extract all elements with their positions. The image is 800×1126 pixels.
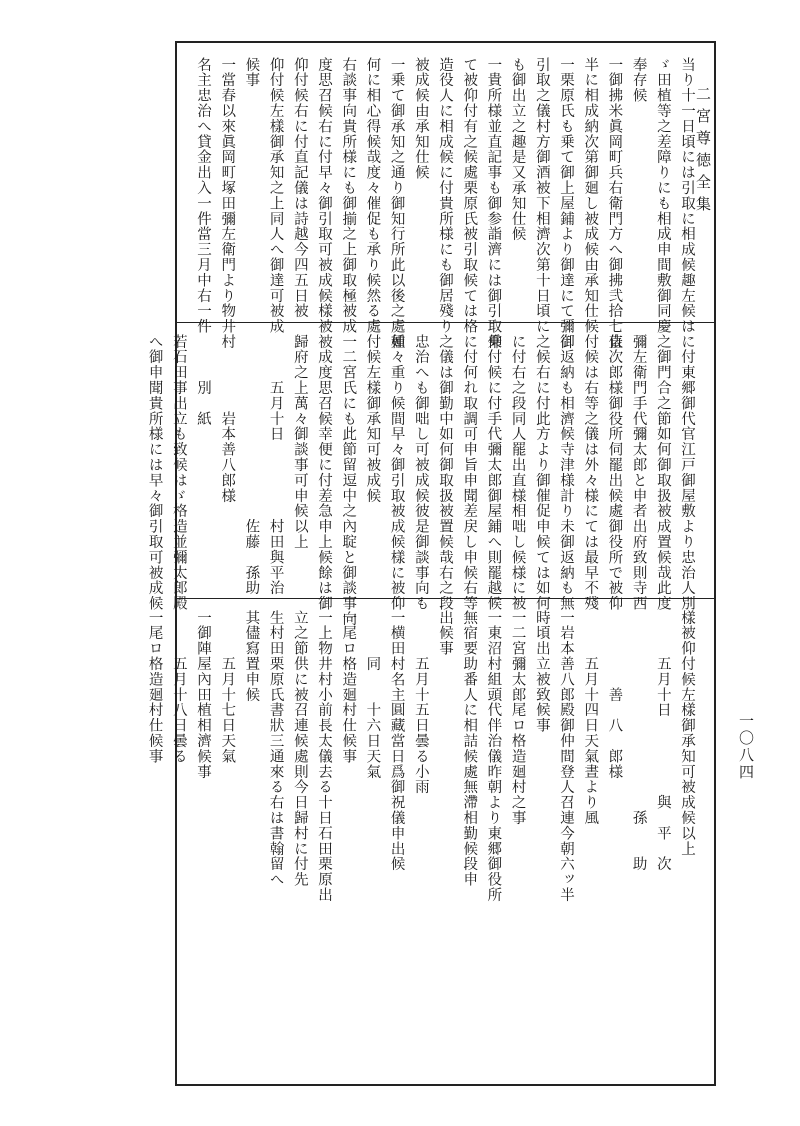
text-column: 岩本善八郎様 [219,334,236,504]
text-column: 五月十八日曇る [170,610,187,764]
text-column: に付東郷御代官江戸御屋敷より忠治人別 [679,334,695,612]
text-column: 一二宮氏にも此節留逗中之內聢と御談事向 [340,334,357,627]
text-column: 被成度思召候幸便に付差急申上候餘は御 [316,334,332,612]
text-column: 仰付候に付手代彌太郎御屋鋪へ則罷越候 [485,334,502,612]
text-column: 候事 [243,57,260,88]
text-column: 時頃出立被致候事 [533,610,550,734]
text-column: 度思召候右に付早々御引取可被成候樣被 [316,57,332,335]
text-column: 名主忠治へ貸金出入一件當三月中右一件 [195,57,211,335]
text-column: 忠治へも御咄し可被成候彼是御談事向も [412,334,429,612]
text-column: 一二宮彌太郎尾ロ格造廻村之事 [509,610,526,826]
text-column: 五月十五日曇る小雨 [412,610,429,795]
text-column: 奉存候 [630,57,647,104]
text-column: 別 紙 [195,334,211,427]
text-column: 一上物井村小前長太儀去る十日石田栗原出 [316,610,332,903]
text-column: も御出立之趣是又承知仕候 [509,57,526,242]
text-column: 一御陣屋內田植相濟候事 [195,610,211,780]
text-column: 御返納も相濟候寺津様計り未御返納も無 [558,334,574,612]
text-column: 一横田村名主圓藏當日爲御祝儀申出候 [388,610,405,872]
text-column: 一當春以來眞岡町塚田彌左衛門より物井村 [219,57,236,350]
text-column: 立之節供に被召連候處則今日歸村に付先 [291,610,308,888]
text-column: 一乗て御承知之通り御知行所此以後之處如 [388,57,405,350]
text-column: 出候事 [437,610,453,657]
text-column: へ御申聞貴所様には早々御引取可被成候 [146,334,163,612]
text-column: 一貴所様並直記事も御参詣濟には御引取乗 [485,57,502,350]
text-column: 孫 助 [630,610,647,872]
text-column: 何に相心得候哉度々催促も承り候然る處 [364,57,381,335]
text-column: に付右之段同人罷出直様相咄し候様に被 [509,334,526,612]
text-frame [146,41,716,1086]
text-column: 生村田栗原氏書狀三通來る右は書翰留へ [267,610,284,888]
text-column: 五月十日 村田與平治 [267,334,284,596]
text-column: 之御門合之節如何御取扱被成置候哉此度 [654,334,671,612]
text-column: 樣被仰付候左樣御承知可被成候以上 [679,610,695,857]
text-column: 一尾ロ格造廻村仕候事 [146,610,163,764]
text-column: 付候は右等之儀は外々様にては最早不殘 [582,334,599,612]
text-column: て被仰付有之候處栗原氏被引取候ては格 [461,57,478,335]
text-column: 仰付候左樣御承知之上同人へ御達可被成 [267,57,284,335]
text-column: 一東沼村組頭代伴治儀昨朝より東郷御役所 [485,610,502,903]
text-column: 彌左衛門手代彌太郎と申者出府致則寺西 [630,334,647,612]
text-column: 一御拂米眞岡町兵右衛門方へ御拂弐拾七俵 [606,57,623,350]
text-column: 善 八 郎様 [606,610,623,780]
text-column: 被成候由承知仕候 [412,57,429,181]
text-column: 引取之儀村方御酒被下相濟次第十日頃に [533,57,550,335]
text-column: 種々重り候間早々御引取被成候樣に被仰 [388,334,405,612]
text-column: 歸府之上萬々御談事可申候以上 [291,334,308,550]
text-column: 其儘寫置申候 [243,610,260,703]
text-column: 五月十日 與 平 次 [654,610,671,872]
text-column: 之候右に付此方より御催促申候ては如何 [533,334,550,612]
text-column: 無宿要助番人に相詰候處無滯相勤候段申 [461,610,478,888]
text-column: 若石田事出立も致候はゞ格造並彌太郎殿 [170,334,187,612]
text-column: 一栗原氏も乗て御上屋鋪より御達にて彌御 [558,57,574,350]
text-column: 之儀は御勤中如何御取扱被置候哉右之段 [437,334,453,612]
text-column: 五月十四日天氣晝より風 [582,610,599,826]
page-header: 二宮尊徳全集 [694,86,712,218]
text-column: 仰付候右に付直記儀は詩越今四五日被 [291,57,308,319]
text-column: に付何れ取調可申旨申聞差戻し申候右等 [461,334,478,612]
text-column: 佐藤 孫助 [243,334,260,596]
text-column: 付候左樣御承知可被成候 [364,334,381,504]
text-column: 当り十一日頃には引取に相成候趣左候は [679,57,695,335]
text-column: 半に相成納次第御廻し被成候由承知仕候 [582,57,599,335]
text-column: 一岩本善八郎殿御仲間登人召連今朝六ッ半 [558,610,574,903]
text-column: 造役人に相成候に付貴所様にも御居殘り [437,57,453,335]
text-column: 右談事向貴所様にも御揃之上御取極被成 [340,57,357,335]
text-column: 一尾ロ格造廻村仕候事 [340,610,357,764]
page-number: 一〇八四 [737,713,755,781]
text-column: ゞ田植等之差障りにも相成申間敷御同慶 [654,57,671,335]
text-column: 直次郎様御役所伺罷出候處御役所で被仰 [606,334,623,612]
text-column: 同 十六日天氣 [364,610,381,780]
text-column: 五月十七日天氣 [219,610,236,764]
